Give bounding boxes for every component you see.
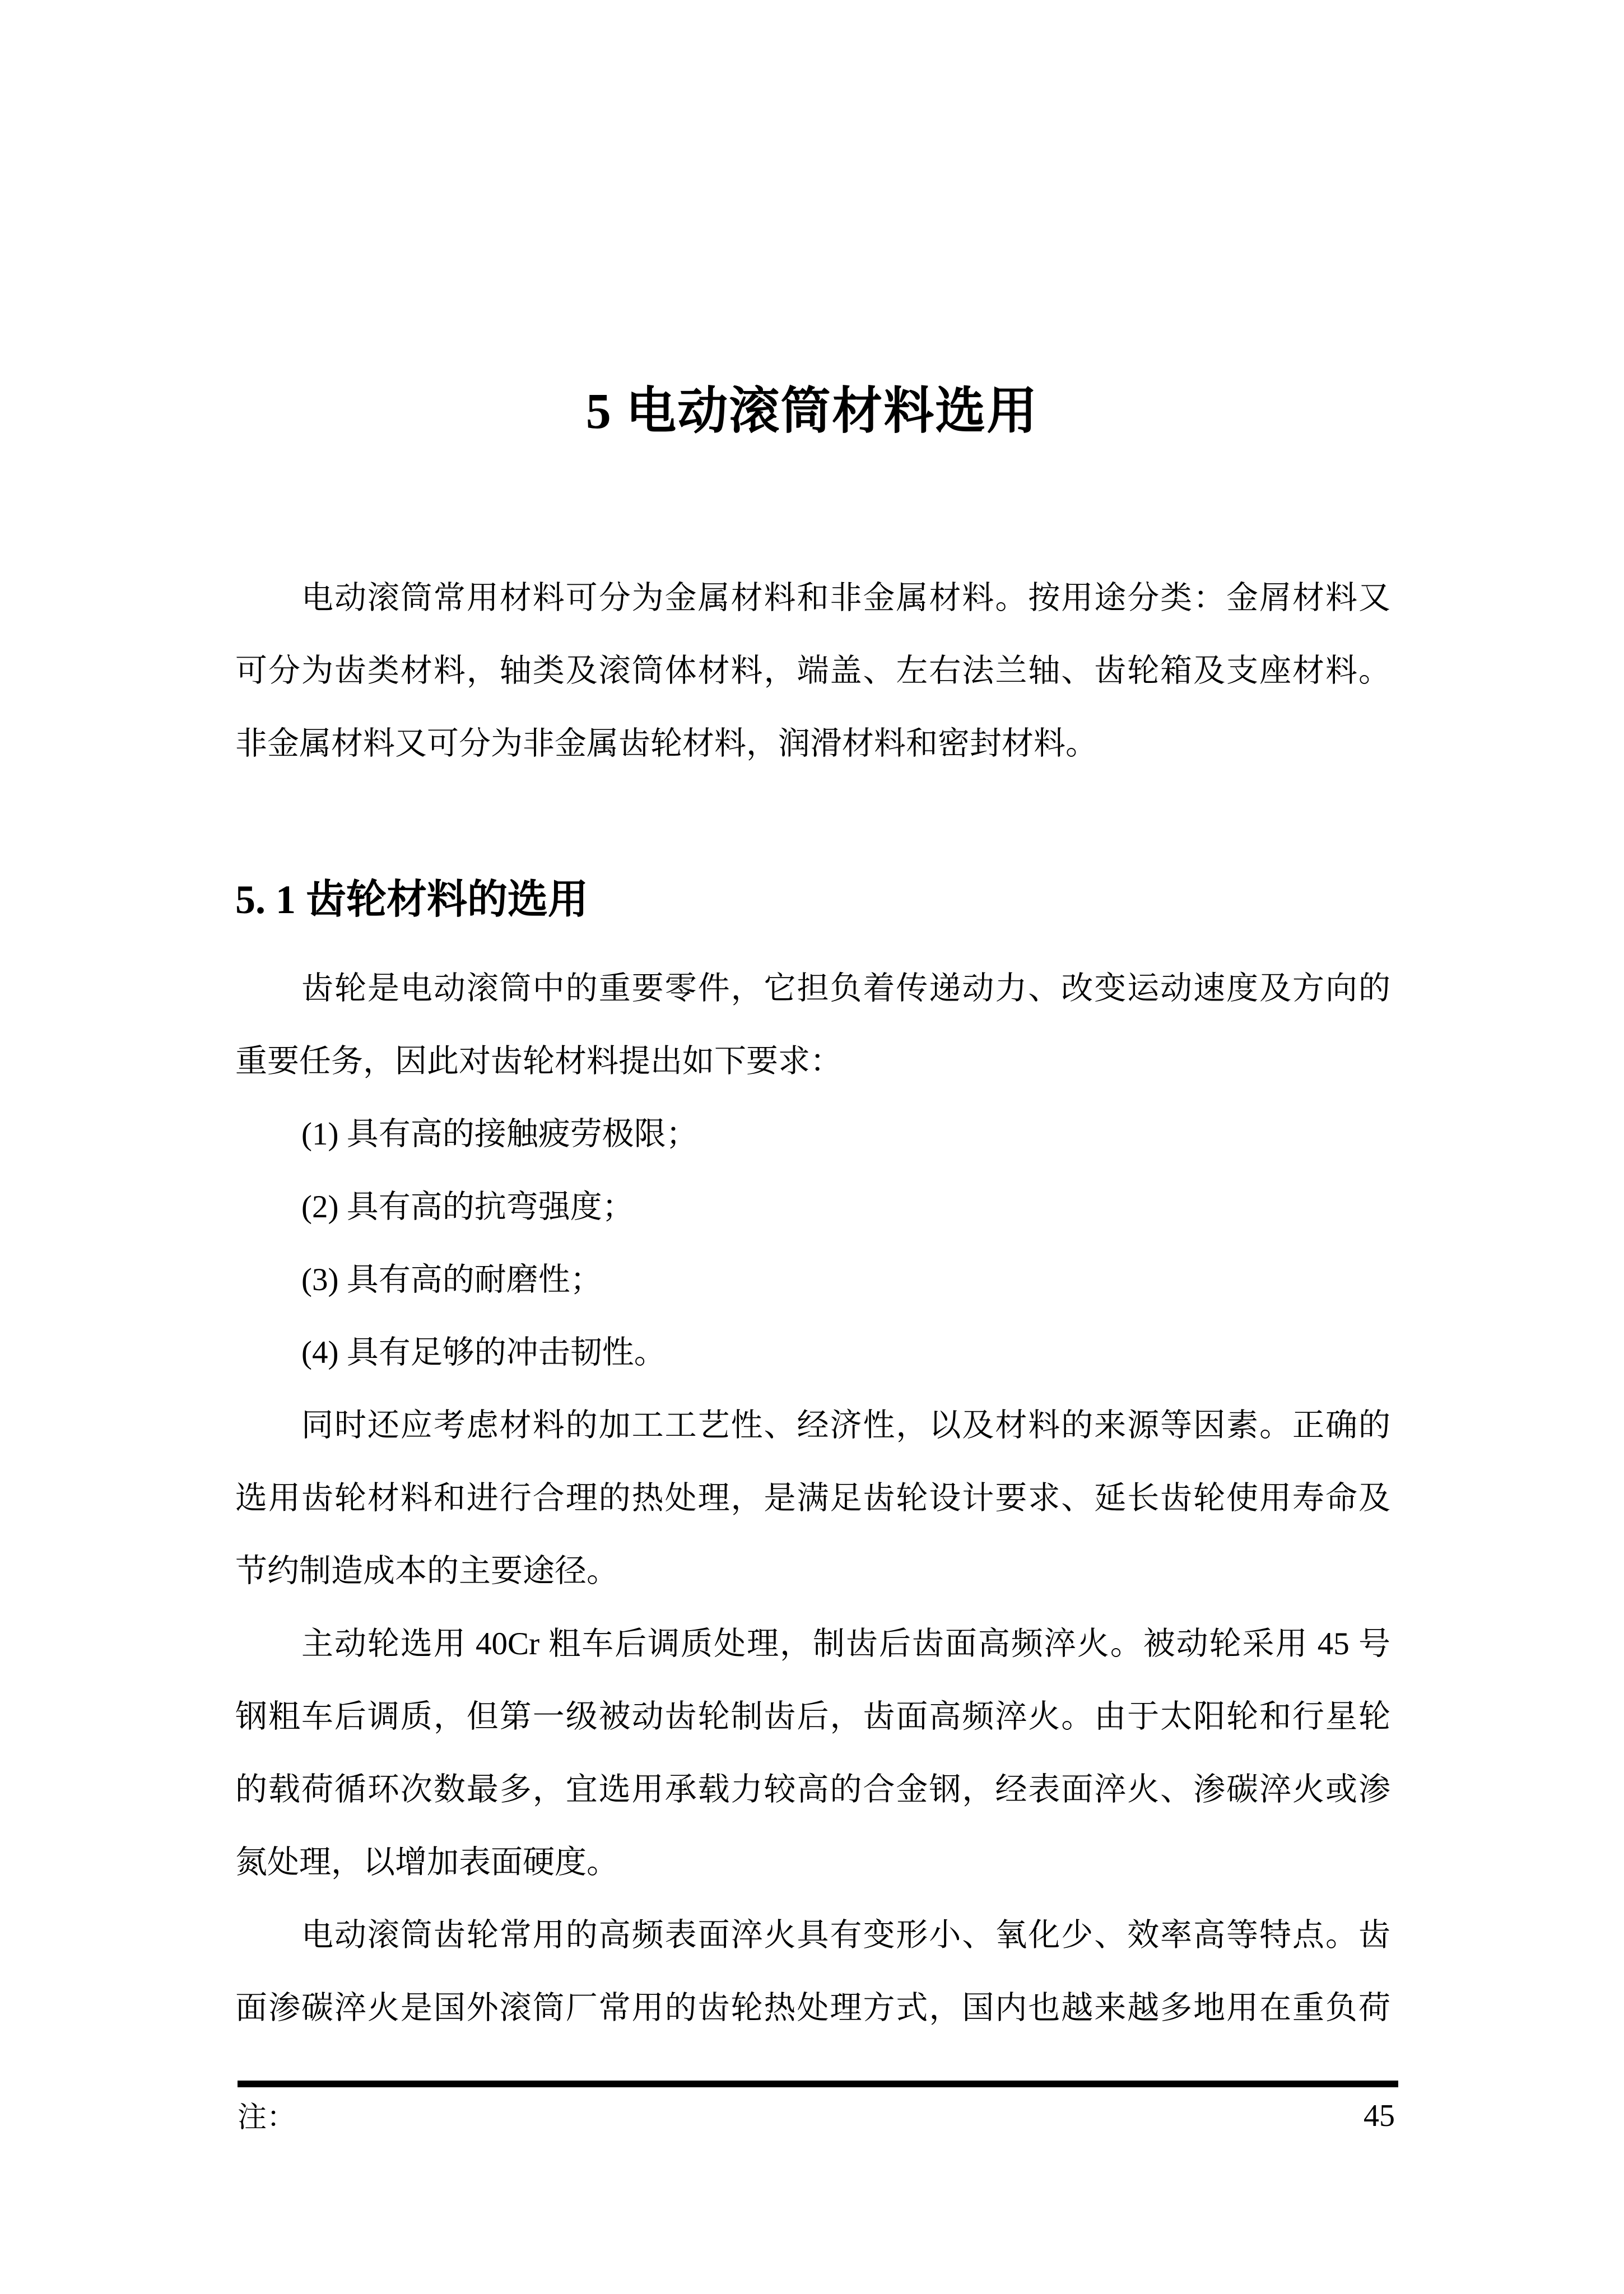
text-line: 可分为齿类材料，轴类及滚筒体材料，端盖、左右法兰轴、齿轮箱及支座材料。 <box>235 653 1390 688</box>
text-line: 非金属材料又可分为非金属齿轮材料，润滑材料和密封材料。 <box>235 726 1097 761</box>
text-line: 主动轮选用 40Cr 粗车后调质处理，制齿后齿面高频淬火。被动轮采用 45 号 <box>301 1626 1390 1662</box>
section-body <box>235 952 1390 2045</box>
chapter-title: 5 电动滚筒材料选用 <box>585 384 1039 439</box>
text-line: 节约制造成本的主要途径。 <box>235 1553 618 1589</box>
list-item: (1) 具有高的接触疲劳极限； <box>301 1116 698 1152</box>
text-line: 齿轮是电动滚筒中的重要零件，它担负着传递动力、改变运动速度及方向的 <box>301 971 1390 1006</box>
text-line: 电动滚筒常用材料可分为金属材料和非金属材料。按用途分类：金屑材料又 <box>301 580 1390 616</box>
text-line: 钢粗车后调质，但第一级被动齿轮制齿后，齿面高频淬火。由于太阳轮和行星轮 <box>235 1699 1390 1734</box>
paragraph-surface-hardening <box>235 1899 1390 2045</box>
paragraph-heat-treatment <box>235 1608 1390 1899</box>
text-line: 同时还应考虑材料的加工工艺性、经济性，以及材料的来源等因素。正确的 <box>301 1408 1390 1443</box>
requirements-list <box>235 1098 1390 1389</box>
footnote-separator-rule <box>238 2081 1398 2087</box>
list-item: (2) 具有高的抗弯强度； <box>301 1189 634 1225</box>
list-item: (3) 具有高的耐磨性； <box>301 1262 602 1297</box>
text-line: 的载荷循环次数最多，宜选用承载力较高的合金钢，经表面淬火、渗碳淬火或渗 <box>235 1772 1390 1807</box>
paragraph-intro <box>235 562 1390 780</box>
footnote-note-label: 注： <box>238 2102 296 2134</box>
text-line: 氮处理，以增加表面硬度。 <box>235 1845 618 1880</box>
text-line: 重要任务，因此对齿轮材料提出如下要求： <box>235 1044 842 1079</box>
paragraph-selection-factors <box>235 1389 1390 1608</box>
list-item: (4) 具有足够的冲击韧性。 <box>301 1335 666 1370</box>
text-line: 面渗碳淬火是国外滚筒厂常用的齿轮热处理方式，国内也越来越多地用在重负荷 <box>235 1990 1390 2026</box>
paragraph-gear-importance <box>235 952 1390 1098</box>
text-line: 电动滚筒齿轮常用的高频表面淬火具有变形小、氧化少、效率高等特点。齿 <box>301 1918 1390 1953</box>
text-line: 选用齿轮材料和进行合理的热处理，是满足齿轮设计要求、延长齿轮使用寿命及 <box>235 1481 1390 1516</box>
section-heading: 5. 1 齿轮材料的选用 <box>235 877 589 922</box>
page-number: 45 <box>1364 2098 1395 2133</box>
